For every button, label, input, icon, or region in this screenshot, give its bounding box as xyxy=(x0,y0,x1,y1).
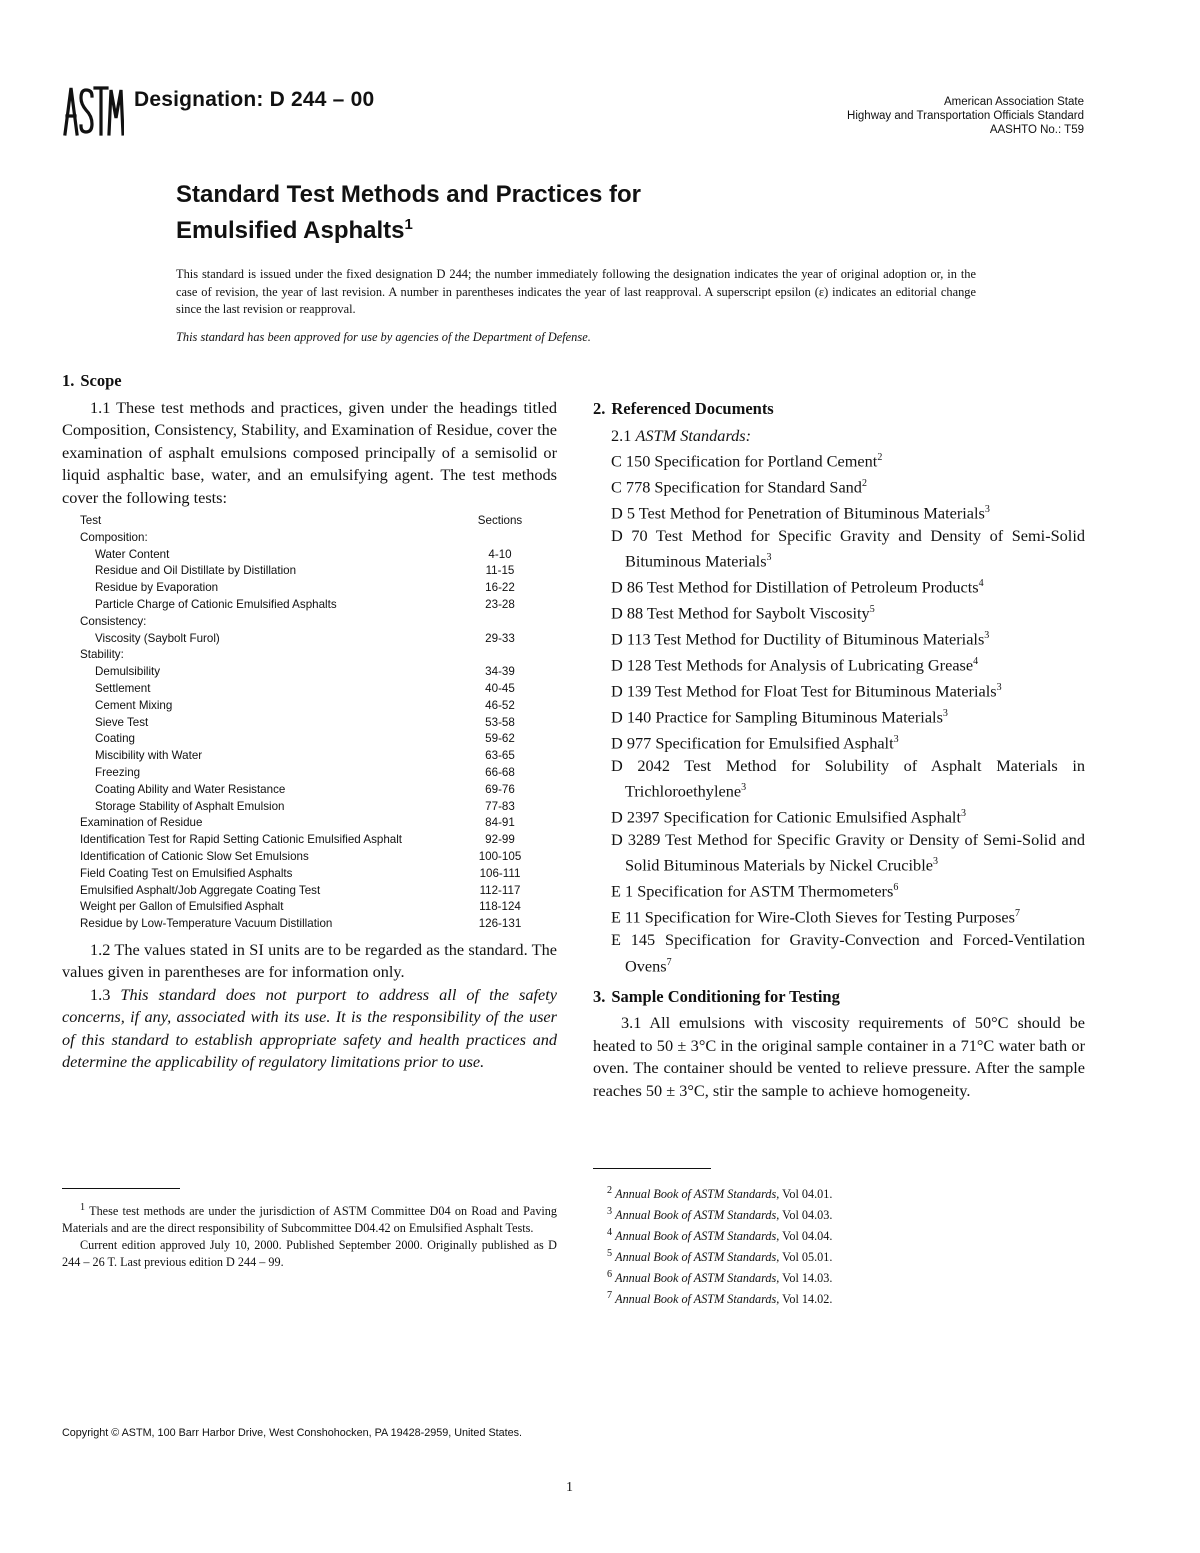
table-row xyxy=(80,899,550,916)
reference-footnote-mark: 5 xyxy=(869,604,875,616)
reference-text: D 70 Test Method for Specific Gravity and Density of Semi-Solid Bituminous Materials xyxy=(611,525,1085,571)
reference-footnote-mark: 4 xyxy=(978,578,984,590)
table-cell-sections: 126-131 xyxy=(478,917,522,931)
left-column xyxy=(62,370,557,1074)
table-cell-test: Examination of Residue xyxy=(80,816,203,830)
section-heading-scope: 1. Scope xyxy=(62,371,122,390)
reference-footnote-mark: 3 xyxy=(766,552,772,564)
reference-text: D 977 Specification for Emulsified Asphalt xyxy=(611,733,894,753)
table-row xyxy=(80,530,550,547)
reference-footnote-mark: 3 xyxy=(942,707,948,719)
table-cell-sections: 29-33 xyxy=(485,631,515,645)
reference-text: D 139 Test Method for Float Test for Bituminous Materials xyxy=(611,681,997,701)
reference-text: D 2042 Test Method for Solubility of Asphalt Materials in Trichloroethylene xyxy=(611,755,1085,801)
list-item xyxy=(593,903,1085,929)
table-cell-sections xyxy=(450,530,550,547)
list-item xyxy=(593,755,1085,803)
reference-footnote-mark: 3 xyxy=(996,681,1002,693)
reference-footnote-mark: 3 xyxy=(893,733,899,745)
table-cell-test: Weight per Gallon of Emulsified Asphalt xyxy=(80,900,284,914)
table-row xyxy=(80,799,550,816)
list-item xyxy=(593,803,1085,829)
list-item xyxy=(593,525,1085,573)
table-cell-sections: 84-91 xyxy=(485,816,515,830)
table-cell-sections: 77-83 xyxy=(485,799,515,813)
table-header-sections: Sections xyxy=(477,514,523,527)
table-cell-sections xyxy=(450,614,550,631)
table-cell-test: Emulsified Asphalt/Job Aggregate Coating Test xyxy=(80,883,321,897)
subsection-2-1: 2.1 ASTM Standards: xyxy=(611,425,752,445)
footnote-5: $^5$ Annual Book of ASTM Standards, Vol 05.01. xyxy=(607,1248,833,1265)
footnote-rule-left xyxy=(62,1188,180,1189)
paragraph-3-1: 3.1 All emulsions with viscosity requirements of 50°C should be heated to 50 ± 3°C in the original sample container in a 71°C water bath or oven. The container should be vented to relieve pressure. After the sample reaches 50 ± 3°C, stir the sample to achieve homogeneity. xyxy=(593,1013,1085,1100)
paragraph-1-2: 1.2 The values stated in SI units are to be regarded as the standard. The values given in parentheses are for information only. xyxy=(62,939,557,982)
table-cell-sections xyxy=(450,647,550,664)
table-cell-test: Settlement xyxy=(95,681,151,695)
table-row xyxy=(80,631,550,648)
footnote-6: $^6$ Annual Book of ASTM Standards, Vol 14.03. xyxy=(607,1269,833,1286)
table-row xyxy=(80,748,550,765)
reference-footnote-mark: 3 xyxy=(932,856,938,868)
designation: Designation: D 244 – 00 xyxy=(134,88,375,111)
table-row xyxy=(80,580,550,597)
footnote-4: $^4$ Annual Book of ASTM Standards, Vol 04.04. xyxy=(607,1227,833,1244)
aashto-line: American Association State xyxy=(944,96,1084,108)
table-row xyxy=(80,597,550,614)
table-cell-test: Identification of Cationic Slow Set Emulsions xyxy=(80,849,309,863)
list-item xyxy=(593,729,1085,755)
table-row xyxy=(80,782,550,799)
table-row xyxy=(80,866,550,883)
reference-text: D 128 Test Methods for Analysis of Lubricating Grease xyxy=(611,655,974,675)
table-cell-sections: 59-62 xyxy=(485,732,515,746)
page-number: 1 xyxy=(566,1480,573,1495)
footnote-edition: Current edition approved July 10, 2000. Published September 2000. Originally published as D 244 – 26 T. Last previous edition D 244 – 99. xyxy=(62,1238,557,1270)
reference-text: D 2397 Specification for Cationic Emulsified Asphalt xyxy=(611,807,961,827)
footnote-1: $^1$ These test methods are under the jurisdiction of ASTM Committee D04 on Road and Paving Materials and are the direct responsibility of Subcommittee D04.42 on Emulsified Asphalt Tests. xyxy=(62,1202,557,1236)
reference-text: C 150 Specification for Portland Cement xyxy=(611,451,878,471)
reference-text: D 140 Practice for Sampling Bituminous Materials xyxy=(611,707,943,727)
reference-footnote-mark: 3 xyxy=(984,503,990,515)
table-cell-sections: 106-111 xyxy=(479,866,521,880)
sections-table xyxy=(80,513,550,933)
table-cell-test: Miscibility with Water xyxy=(95,749,203,763)
reference-text: D 113 Test Method for Ductility of Bituminous Materials xyxy=(611,629,985,649)
list-item xyxy=(593,929,1085,977)
title-line-1: Standard Test Methods and Practices for xyxy=(176,181,641,208)
table-row xyxy=(80,731,550,748)
reference-footnote-mark: 2 xyxy=(861,477,867,489)
referenced-documents-list xyxy=(593,447,1085,978)
astm-logo xyxy=(62,82,124,138)
list-item xyxy=(593,703,1085,729)
aashto-block xyxy=(847,95,1084,137)
table-row xyxy=(80,614,550,631)
section-heading-conditioning: 3. Sample Conditioning for Testing xyxy=(593,986,840,1006)
list-item xyxy=(593,473,1085,499)
table-header-test: Test xyxy=(80,514,102,527)
table-row xyxy=(80,547,550,564)
table-cell-test: Coating Ability and Water Resistance xyxy=(95,782,286,796)
table-cell-test: Viscosity (Saybolt Furol) xyxy=(95,631,220,645)
title-footnote-mark: 1 xyxy=(404,216,413,233)
aashto-line: Highway and Transportation Officials Standard xyxy=(847,110,1084,122)
table-cell-sections: 4-10 xyxy=(488,547,512,561)
table-cell-test: Particle Charge of Cationic Emulsified Asphalts xyxy=(95,597,337,611)
title-line-2: Emulsified Asphalts xyxy=(176,217,405,244)
table-header-row xyxy=(80,513,550,530)
table-cell-sections: 23-28 xyxy=(485,597,515,611)
table-cell-sections: 53-58 xyxy=(485,715,515,729)
table-cell-test: Coating xyxy=(95,732,135,746)
table-cell-sections: 92-99 xyxy=(485,833,515,847)
footnote-3: $^3$ Annual Book of ASTM Standards, Vol 04.03. xyxy=(607,1206,833,1223)
reference-text: E 145 Specification for Gravity-Convection and Forced-Ventilation Ovens xyxy=(611,930,1085,976)
reference-footnote-mark: 3 xyxy=(960,808,966,820)
table-cell-sections: 66-68 xyxy=(485,765,515,779)
reference-footnote-mark: 7 xyxy=(666,956,672,968)
reference-text: E 11 Specification for Wire-Cloth Sieves for Testing Purposes xyxy=(611,907,1015,927)
aashto-line: AASHTO No.: T59 xyxy=(989,124,1084,136)
table-cell-test: Sieve Test xyxy=(95,715,149,729)
table-row xyxy=(80,647,550,664)
paragraph-1-3-text: This standard does not purport to address all of the safety concerns, if any, associated with its use. It is the responsibility of the user of this standard to establish appropriate safety and health practices and determine the applicability of regulatory limitations prior to use. xyxy=(62,984,557,1072)
table-cell-test: Residue by Low-Temperature Vacuum Distillation xyxy=(80,917,333,931)
paragraph-1-1: 1.1 These test methods and practices, given under the headings titled Composition, Consistency, Stability, and Examination of Residue, cover the examination of asphalt emulsions composed principally of a semisolid or liquid asphaltic base, water, and an emulsifying agent. The test methods cover the following tests: xyxy=(62,397,557,507)
footnote-7: $^7$ Annual Book of ASTM Standards, Vol 14.02. xyxy=(607,1290,833,1307)
list-item xyxy=(593,651,1085,677)
table-cell-sections: 63-65 xyxy=(485,749,515,763)
list-item xyxy=(593,625,1085,651)
table-cell-test: Freezing xyxy=(95,765,141,779)
table-cell-sections: 11-15 xyxy=(485,564,515,578)
table-cell-test: Residue and Oil Distillate by Distillation xyxy=(95,564,297,578)
table-cell-test: Composition: xyxy=(80,530,148,544)
table-row xyxy=(80,832,550,849)
reference-text: D 3289 Test Method for Specific Gravity or Density of Semi-Solid and Solid Bituminous Materials by Nickel Crucible xyxy=(611,829,1085,875)
footnote-2: $^2$ Annual Book of ASTM Standards, Vol 04.01. xyxy=(607,1185,833,1202)
table-cell-sections: 16-22 xyxy=(485,581,515,595)
designation-notice: This standard is issued under the fixed designation D 244; the number immediately following the designation indicates the year of original adoption or, in the case of revision, the year of last revision. A number in parentheses indicates the year of last reapproval. A superscript epsilon (ε) indicates an editorial change since the last revision or reapproval. xyxy=(176,267,976,316)
table-cell-sections: 40-45 xyxy=(485,681,515,695)
table-cell-test: Demulsibility xyxy=(95,665,161,679)
table-row xyxy=(80,765,550,782)
footnote-rule-right xyxy=(593,1168,711,1169)
footnotes-right xyxy=(593,1182,1085,1308)
reference-footnote-mark: 3 xyxy=(741,782,747,794)
table-row xyxy=(80,715,550,732)
list-item xyxy=(593,447,1085,473)
list-item xyxy=(593,499,1085,525)
table-row xyxy=(80,849,550,866)
table-cell-test: Stability: xyxy=(80,648,124,662)
paragraph-1-3: 1.3 This standard does not purport to address all of the safety concerns, if any, associated with its use. It is the responsibility of the user of this standard to establish appropriate safety and health practices and determine the applicability of regulatory limitations prior to use. xyxy=(62,984,557,1072)
document-title xyxy=(176,180,641,246)
reference-footnote-mark: 6 xyxy=(893,882,899,894)
table-row xyxy=(80,883,550,900)
table-cell-sections: 34-39 xyxy=(485,665,515,679)
table-cell-sections: 69-76 xyxy=(485,782,515,796)
list-item xyxy=(593,829,1085,877)
table-cell-test: Field Coating Test on Emulsified Asphalts xyxy=(80,866,293,880)
dod-notice: This standard has been approved for use by agencies of the Department of Defense. xyxy=(176,330,591,344)
table-cell-test: Storage Stability of Asphalt Emulsion xyxy=(95,799,285,813)
reference-text: E 1 Specification for ASTM Thermometers xyxy=(611,881,894,901)
reference-footnote-mark: 3 xyxy=(984,630,990,642)
reference-text: D 86 Test Method for Distillation of Petroleum Products xyxy=(611,577,979,597)
table-row xyxy=(80,681,550,698)
list-item xyxy=(593,599,1085,625)
table-row xyxy=(80,563,550,580)
reference-text: D 88 Test Method for Saybolt Viscosity xyxy=(611,603,870,623)
table-cell-test: Identification Test for Rapid Setting Cationic Emulsified Asphalt xyxy=(80,833,403,847)
reference-footnote-mark: 7 xyxy=(1014,908,1020,920)
list-item xyxy=(593,877,1085,903)
footnotes-left xyxy=(62,1199,557,1271)
table-cell-sections: 46-52 xyxy=(485,698,515,712)
list-item xyxy=(593,573,1085,599)
table-cell-sections: 100-105 xyxy=(478,849,522,863)
table-row xyxy=(80,916,550,933)
table-cell-test: Residue by Evaporation xyxy=(95,581,219,595)
table-row xyxy=(80,698,550,715)
reference-text: C 778 Specification for Standard Sand xyxy=(611,477,862,497)
reference-footnote-mark: 2 xyxy=(877,452,883,463)
right-column xyxy=(593,370,1085,1102)
list-item xyxy=(593,677,1085,703)
table-row xyxy=(80,815,550,832)
table-cell-test: Water Content xyxy=(95,547,170,561)
table-cell-test: Consistency: xyxy=(80,614,147,628)
section-heading-referenced: 2. Referenced Documents xyxy=(593,399,774,418)
table-cell-sections: 118-124 xyxy=(479,900,521,914)
table-cell-test: Cement Mixing xyxy=(95,698,173,712)
reference-text: D 5 Test Method for Penetration of Bituminous Materials xyxy=(611,503,985,523)
table-cell-sections: 112-117 xyxy=(479,883,521,897)
reference-footnote-mark: 4 xyxy=(973,655,979,667)
table-row xyxy=(80,664,550,681)
copyright: Copyright © ASTM, 100 Barr Harbor Drive, West Conshohocken, PA 19428-2959, United States. xyxy=(62,1427,523,1439)
